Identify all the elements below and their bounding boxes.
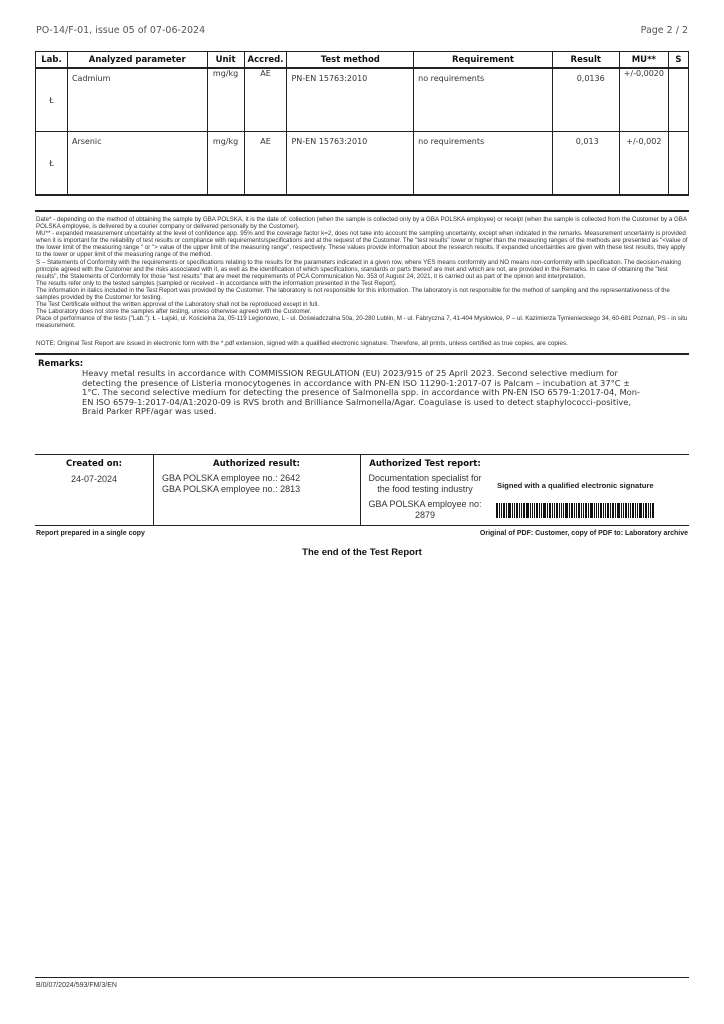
barcode-bar xyxy=(512,503,513,518)
barcode-bar xyxy=(630,503,631,518)
cell-unit: mg/kg xyxy=(207,132,244,196)
barcode-bar xyxy=(565,503,568,518)
header-unit: Unit xyxy=(207,52,244,69)
table-header-row xyxy=(36,52,689,69)
barcode-bar xyxy=(506,503,507,518)
barcode-bar xyxy=(501,503,502,518)
signed-text: Signed with a qualified electronic signature xyxy=(497,481,654,490)
cell-mu: +/-0,0020 xyxy=(619,68,668,132)
barcode-bar xyxy=(569,503,570,518)
authorized-report-employee: GBA POLSKA employee no: 2879 xyxy=(368,499,482,520)
barcode-bar xyxy=(600,503,602,518)
barcode-bar xyxy=(615,503,616,518)
cell-accred: AE xyxy=(244,132,287,196)
barcode-bar xyxy=(552,503,553,518)
barcode-bar xyxy=(612,503,614,518)
barcode-bar xyxy=(598,503,599,518)
table-row xyxy=(36,68,689,132)
barcode-bar xyxy=(605,503,606,518)
cell-mu: +/-0,002 xyxy=(619,132,668,196)
original-note: Original of PDF: Customer, copy of PDF to: Laboratory archive xyxy=(479,530,688,537)
cell-requirement: no requirements xyxy=(414,132,553,196)
footnotes xyxy=(36,216,688,330)
prepared-note: Report prepared in a single copy xyxy=(36,530,145,537)
barcode-bar xyxy=(503,503,505,518)
barcode-bar xyxy=(571,503,573,518)
authorized-result-employee-2: GBA POLSKA employee no.: 2813 xyxy=(162,484,301,494)
barcode-bar xyxy=(588,503,589,518)
footnote-italics: The information in italics included in the Test Report was provided by the Customer. The laboratory is not responsible for this information. The laboratory is not responsible for the method of sampling and the representativeness of the samples provided by the Customer for testing. xyxy=(36,286,670,302)
barcode-image xyxy=(496,503,678,518)
header-s: S xyxy=(668,52,688,69)
barcode-bar xyxy=(543,503,546,518)
barcode-bar xyxy=(643,503,644,518)
barcode-bar xyxy=(526,503,529,518)
header-parameter: Analyzed parameter xyxy=(67,52,207,69)
barcode-bar xyxy=(549,503,551,518)
barcode-bar xyxy=(621,503,622,518)
barcode-bar xyxy=(625,503,627,518)
barcode-bar xyxy=(534,503,535,518)
barcode-bar xyxy=(578,503,580,518)
barcode-bar xyxy=(581,503,582,518)
cell-result: 0,0136 xyxy=(552,68,619,132)
page-number: Page 2 / 2 xyxy=(640,25,688,36)
footnote-conformity: S – Statements of Conformity with the requirements or specifications relating to the results for the parameters indicated in a given row, where YES means conformity and NO means non-conformity with specification. The decision-making principle agreed with the Customer and the risks associated with it, as well as the identification of which specifications, standards or parts thereof are met and which are not, are provided in the Remarks. In case of obtaining the "test results", the Statements of Conformity for those "test results" that are meet the requirements of PCA Communication No. 353 of August 24, 2021, it is carried out as part of the opinion and interpretation. xyxy=(36,258,681,280)
barcode-bar xyxy=(499,503,500,518)
barcode-bar xyxy=(519,503,520,518)
barcode-bar xyxy=(650,503,651,518)
section-divider xyxy=(35,210,689,212)
created-date: 24-07-2024 xyxy=(70,474,118,484)
barcode-bar xyxy=(539,503,540,518)
header-result: Result xyxy=(552,52,619,69)
barcode-bar xyxy=(536,503,538,518)
cell-lab: Ł xyxy=(36,68,68,132)
barcode-bar xyxy=(623,503,624,518)
barcode-bar xyxy=(645,503,647,518)
barcode-bar xyxy=(532,503,533,518)
barcode-bar xyxy=(632,503,634,518)
cell-requirement: no requirements xyxy=(414,68,553,132)
barcode-bar xyxy=(541,503,542,518)
header-mu: MU** xyxy=(619,52,668,69)
barcode-bar xyxy=(563,503,564,518)
barcode-bar xyxy=(561,503,562,518)
footnote-storage: The Laboratory does not store the samples after testing, unless otherwise agreed with the Customer. xyxy=(36,308,312,316)
cell-lab: Ł xyxy=(36,132,68,196)
barcode-bar xyxy=(628,503,629,518)
footnote-results: The results refer only to the tested samples (sampled or received - in accordance with the information presented in the Test Report). xyxy=(36,279,397,287)
cell-s xyxy=(668,68,688,132)
barcode-bar xyxy=(559,503,560,518)
footer-code: B/0/07/2024/593/FM/3/EN xyxy=(36,982,117,989)
barcode-bar xyxy=(521,503,522,518)
header-lab: Lab. xyxy=(36,52,68,69)
barcode-bar xyxy=(596,503,597,518)
barcode-bar xyxy=(574,503,575,518)
remarks-text: Heavy metal results in accordance with COMMISSION REGULATION (EU) 2023/915 of 25 April 2023. Second selective medium for detecting the presence of Listeria monocytogenes in accordance with PN-EN ISO 11290-1:2017-07 is Palcam – incubation at 37°C ± 1°C. The second selective medium for detecting the presence of Salmonella spp. in accordance with PN-EN ISO 6579-1:2017-04, Mon-EN ISO 6579-1:2017-04/A1:2020-09 is RVS broth and Brilliance Salmonella/Agar. Coagulase is used to detect staphylococci-positive, Braid Parker RPF/agar was used. xyxy=(82,368,640,417)
section-divider xyxy=(35,353,689,355)
header-accred: Accred. xyxy=(244,52,287,69)
results-table xyxy=(35,51,689,196)
barcode-bar xyxy=(594,503,595,518)
barcode-bar xyxy=(514,503,515,518)
cell-parameter: Arsenic xyxy=(67,132,207,196)
barcode-bar xyxy=(508,503,511,518)
barcode-bar xyxy=(603,503,604,518)
footnote-reproduction: The Test Certificate without the written approval of the Laboratory shall not be reproduced except in full. xyxy=(36,301,319,309)
cell-unit: mg/kg xyxy=(207,68,244,132)
barcode-bar xyxy=(523,503,525,518)
barcode-bar xyxy=(547,503,548,518)
authorized-result-employee-1: GBA POLSKA employee no.: 2642 xyxy=(162,473,301,483)
barcode-bar xyxy=(639,503,642,518)
authorized-report-title: Authorized Test report: xyxy=(369,459,481,469)
barcode-bar xyxy=(585,503,587,518)
cell-parameter: Cadmium xyxy=(67,68,207,132)
footnote-mu: MU** - expanded measurement uncertainty at the level of confidence app. 95% and the coverage factor k=2, does not take into account the sampling uncertainty, except when indicated in the remarks. Measurement uncertainty is provided when it is important for the reliability of test results or compliance with requirements/specifications and at the request of the Customer. The "test results" lower or higher than the measuring ranges of the methods are presented as "<value of the lower limit of the measuring range " or "> value of the upper limit of the measuring range", respectively. These values provide information about the research results. If expanded uncertainties are given with these test results, they apply to the lower or upper limit of the measuring range of the method. xyxy=(36,230,688,259)
barcode-bar xyxy=(590,503,593,518)
remarks-title: Remarks: xyxy=(38,359,84,369)
barcode-bar xyxy=(648,503,649,518)
cell-method: PN-EN 15763:2010 xyxy=(287,132,414,196)
barcode-bar xyxy=(610,503,611,518)
cell-s xyxy=(668,132,688,196)
barcode-bar xyxy=(554,503,555,518)
created-title: Created on: xyxy=(65,459,123,469)
header-requirement: Requirement xyxy=(414,52,553,69)
authorized-report-role: Documentation specialist for the food testing industry xyxy=(368,473,482,494)
barcode-bar xyxy=(637,503,638,518)
electronic-note: NOTE: Original Test Report are issued in electronic form with the *.pdf extension, signed with a qualified electronic signature. Therefore, all prints, unless certified as true copies, are copies. xyxy=(36,340,568,347)
barcode-bar xyxy=(617,503,620,518)
barcode-bar xyxy=(576,503,577,518)
barcode-bar xyxy=(652,503,654,518)
cell-method: PN-EN 15763:2010 xyxy=(287,68,414,132)
barcode-bar xyxy=(530,503,531,518)
footer-divider xyxy=(35,977,689,978)
footnote-date: Date* - depending on the method of obtaining the sample by GBA POLSKA, it is the date of: collection (when the sample is collected only by a GBA POLSKA employee) or receipt (when the sample is collected from the Customer by a GBA POLSKA employee, is delivered by a courier company or delivered personally by the Customer). xyxy=(36,216,687,231)
barcode-bar xyxy=(635,503,636,518)
header-method: Test method xyxy=(287,52,414,69)
table-row xyxy=(36,132,689,196)
barcode-bar xyxy=(607,503,609,518)
barcode-bar xyxy=(556,503,558,518)
barcode-bar xyxy=(496,503,498,518)
barcode-bar xyxy=(583,503,584,518)
end-of-report: The end of the Test Report xyxy=(302,547,422,558)
barcode-bar xyxy=(516,503,518,518)
cell-result: 0,013 xyxy=(552,132,619,196)
document-id: PO-14/F-01, issue 05 of 07-06-2024 xyxy=(36,25,206,36)
cell-accred: AE xyxy=(244,68,287,132)
authorized-result-title: Authorized result: xyxy=(213,459,300,469)
footnote-places: Place of performance of the tests ("Lab."): Ł - Łajski, ul. Kościelna 2a, 05-119 Legionowo, L - ul. Doświadczalna 50a, 20-280 Lublin, M - ul. Fabryczna 7, 41-404 Mysłowice, P – ul. Kazimierza Tymienieckiego 34, 60-681 Poznań, PS - in situ measurement. xyxy=(36,315,688,330)
